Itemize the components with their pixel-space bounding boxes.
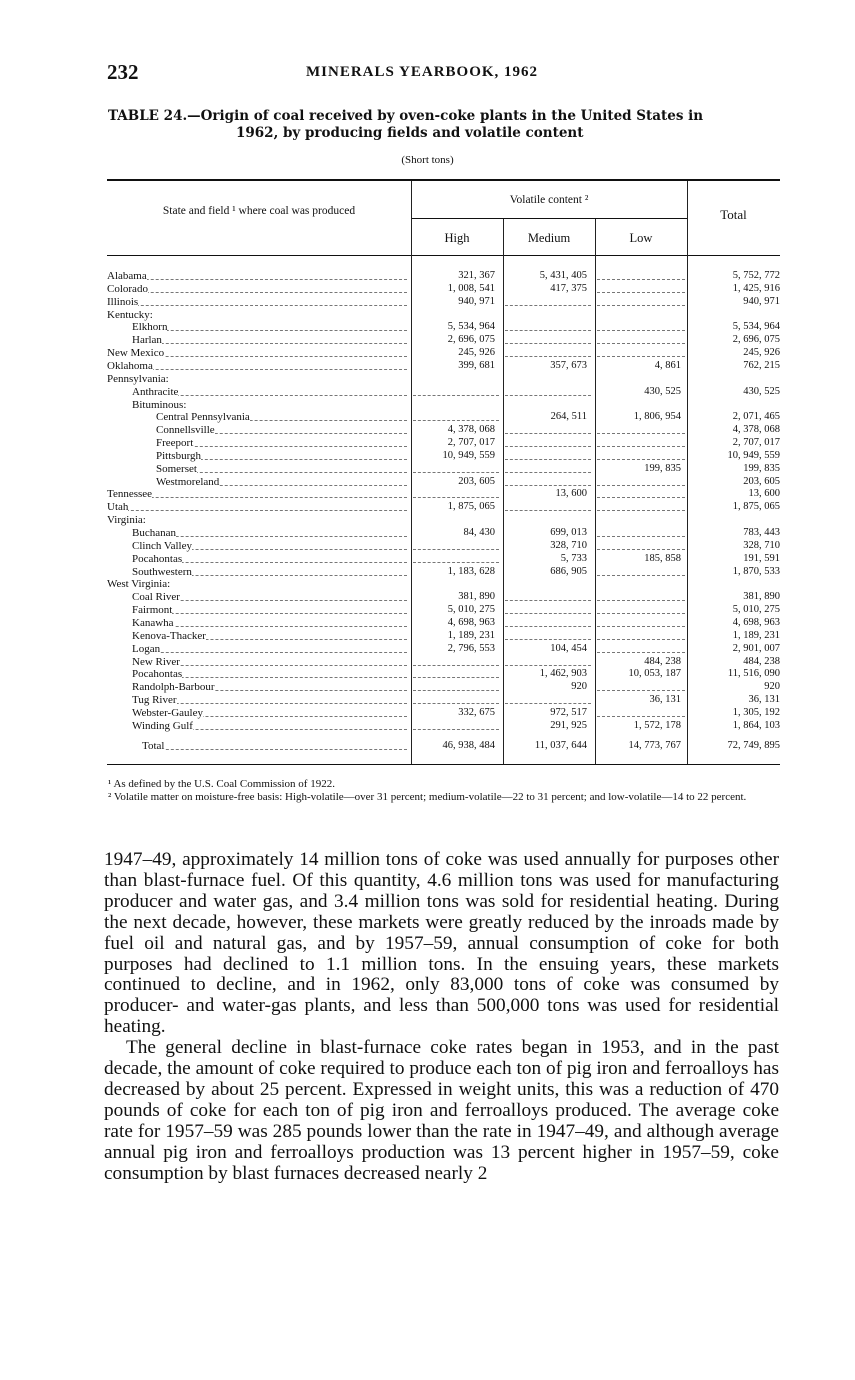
row-label: Connellsville xyxy=(156,424,215,437)
empty-cell-low xyxy=(597,536,685,537)
leader-dots xyxy=(111,510,407,511)
row-stub xyxy=(107,643,407,655)
row-stub xyxy=(107,501,407,513)
row-stub xyxy=(107,514,407,526)
col-divider-low xyxy=(687,181,688,764)
row-stub xyxy=(107,694,407,706)
row-label: New River xyxy=(132,655,180,668)
empty-cell-low xyxy=(597,510,685,511)
cell-medium: 104, 454 xyxy=(550,642,587,654)
row-stub xyxy=(107,527,407,539)
row-stub xyxy=(107,283,407,295)
row-stub xyxy=(107,681,407,693)
leader-dots xyxy=(136,343,407,344)
row-stub xyxy=(107,707,407,719)
table-title xyxy=(108,108,783,142)
leader-dots xyxy=(136,536,407,537)
cell-high: 1, 189, 231 xyxy=(447,629,495,641)
empty-cell-high xyxy=(413,549,499,550)
empty-cell-low xyxy=(597,626,685,627)
empty-cell-low xyxy=(597,485,685,486)
running-title: MINERALS YEARBOOK, 1962 xyxy=(306,64,539,80)
cell-high: 4, 378, 068 xyxy=(447,424,495,436)
row-stub xyxy=(107,656,407,668)
empty-cell-medium xyxy=(505,330,591,331)
cell-medium: 328, 710 xyxy=(550,539,587,551)
row-label: Kenova-Thacker xyxy=(132,629,206,642)
empty-cell-high xyxy=(413,690,499,691)
paragraph-1: 1947–49, approximately 14 million tons of coke was used annually for purposes other than blast-furnace fuel. Of this quantity, 4.6 million tons was used for manufacturing producer and water gas, and 3.4 million tons was sold for residential heating. During the next decade, however, these markets were greatly reduced by the inroads made by fuel oil and natural gas, and by 1957–59, annual consumption of coke for both purposes had declined to 1.1 million tons. In the ensuing years, these markets continued to decline, and in 1962, only 83,000 tons of coke was consumed by producer- and water-gas plants, and less than 500,000 tons was used for residential heating. xyxy=(104,849,779,1038)
cell-high: 1, 183, 628 xyxy=(447,565,495,577)
row-stub xyxy=(107,668,407,680)
empty-cell-high xyxy=(413,703,499,704)
cell-total: 10, 949, 559 xyxy=(727,449,780,461)
row-label: Westmoreland xyxy=(156,475,220,488)
cell-high: 5, 010, 275 xyxy=(447,604,495,616)
row-label: Fairmont xyxy=(132,604,173,617)
row-stub xyxy=(107,566,407,578)
cell-high: 2, 796, 553 xyxy=(447,642,495,654)
row-label: Oklahoma xyxy=(107,359,153,372)
row-label: West Virginia: xyxy=(107,578,171,591)
empty-cell-medium xyxy=(505,343,591,344)
empty-cell-low xyxy=(597,716,685,717)
empty-cell-low xyxy=(597,292,685,293)
col-divider-medium xyxy=(595,219,596,764)
row-label: Total xyxy=(142,740,165,752)
empty-cell-medium xyxy=(505,446,591,447)
row-label: New Mexico xyxy=(107,347,165,360)
row-label: Alabama xyxy=(107,270,147,282)
empty-cell-high xyxy=(413,729,499,730)
row-label: Freeport xyxy=(156,437,194,450)
empty-cell-high xyxy=(413,665,499,666)
row-stub xyxy=(107,347,407,359)
cell-total: 1, 425, 916 xyxy=(732,282,780,294)
cell-total: 430, 525 xyxy=(743,385,780,397)
cell-high: 321, 367 xyxy=(458,270,495,281)
empty-cell-low xyxy=(597,356,685,357)
row-stub xyxy=(107,450,407,462)
row-label: Anthracite xyxy=(132,385,179,398)
row-stub xyxy=(107,476,407,488)
row-stub xyxy=(107,321,407,333)
cell-low: 10, 053, 187 xyxy=(628,668,681,680)
cell-medium: 357, 673 xyxy=(550,359,587,371)
cell-medium: 972, 517 xyxy=(550,706,587,718)
cell-total: 2, 071, 465 xyxy=(732,411,780,423)
empty-cell-medium xyxy=(505,600,591,601)
cell-total: 940, 971 xyxy=(743,295,780,307)
row-label: Pocahontas xyxy=(132,552,183,565)
cell-total: 72, 749, 895 xyxy=(727,740,780,751)
empty-cell-low xyxy=(597,613,685,614)
cell-total: 1, 864, 103 xyxy=(732,719,780,731)
empty-cell-medium xyxy=(505,433,591,434)
cell-low: 36, 131 xyxy=(649,694,681,706)
empty-cell-low xyxy=(597,433,685,434)
leader-dots xyxy=(111,369,407,370)
row-stub xyxy=(107,553,407,565)
empty-cell-low xyxy=(597,343,685,344)
cell-medium: 264, 511 xyxy=(550,411,587,423)
leader-dots xyxy=(146,749,407,750)
empty-cell-medium xyxy=(505,485,591,486)
empty-cell-low xyxy=(597,600,685,601)
leader-dots xyxy=(136,330,407,331)
cell-medium: 5, 733 xyxy=(560,552,587,564)
cell-total: 1, 305, 192 xyxy=(732,706,780,718)
row-stub xyxy=(107,399,407,411)
leader-dots xyxy=(111,279,407,280)
col-divider-high xyxy=(503,219,504,764)
empty-cell-medium xyxy=(505,459,591,460)
row-stub xyxy=(107,373,407,385)
cell-total: 245, 926 xyxy=(743,347,780,359)
row-stub xyxy=(107,360,407,372)
leader-dots xyxy=(136,652,407,653)
cell-high: 381, 890 xyxy=(458,591,495,603)
row-label: Colorado xyxy=(107,282,148,295)
leader-dots xyxy=(136,626,407,627)
row-label: Logan xyxy=(132,642,161,655)
leader-dots xyxy=(136,613,407,614)
cell-low: 14, 773, 767 xyxy=(628,740,681,751)
empty-cell-low xyxy=(597,639,685,640)
row-stub xyxy=(107,437,407,449)
empty-cell-medium xyxy=(505,639,591,640)
cell-medium: 13, 600 xyxy=(555,488,587,500)
table-title-line-1: TABLE 24.—Origin of coal received by oven-coke plants in the United States in xyxy=(108,108,704,124)
empty-cell-medium xyxy=(505,395,591,396)
empty-cell-medium xyxy=(505,305,591,306)
cell-high: 1, 875, 065 xyxy=(447,501,495,513)
cell-total: 5, 010, 275 xyxy=(732,604,780,616)
row-stub xyxy=(107,463,407,475)
table-units: (Short tons) xyxy=(401,154,454,166)
cell-total: 36, 131 xyxy=(748,694,780,706)
row-label: Pennsylvania: xyxy=(107,372,169,385)
cell-total: 1, 875, 065 xyxy=(732,501,780,513)
cell-total: 328, 710 xyxy=(743,539,780,551)
row-label: Webster-Gauley xyxy=(132,706,203,719)
row-stub xyxy=(107,386,407,398)
empty-cell-low xyxy=(597,459,685,460)
empty-cell-medium xyxy=(505,626,591,627)
row-stub xyxy=(107,720,407,732)
row-stub xyxy=(107,630,407,642)
row-label: Illinois xyxy=(107,295,139,308)
empty-cell-low xyxy=(597,690,685,691)
cell-medium: 5, 431, 405 xyxy=(539,270,587,281)
cell-total: 4, 698, 963 xyxy=(732,616,780,628)
row-stub xyxy=(107,617,407,629)
cell-high: 332, 675 xyxy=(458,706,495,718)
row-label: Kentucky: xyxy=(107,308,153,321)
cell-total: 1, 189, 231 xyxy=(732,629,780,641)
volatile-subrule xyxy=(411,218,687,219)
row-label: Winding Gulf xyxy=(132,719,193,732)
row-label: Tug River xyxy=(132,694,177,707)
cell-high: 5, 534, 964 xyxy=(447,321,495,333)
cell-total: 381, 890 xyxy=(743,591,780,603)
cell-low: 1, 572, 178 xyxy=(633,719,681,731)
row-label: Southwestern xyxy=(132,565,192,578)
row-label: Clinch Valley xyxy=(132,539,192,552)
cell-high: 84, 430 xyxy=(463,527,495,538)
row-label: Randolph-Barbour xyxy=(132,681,215,694)
header-bottom-rule xyxy=(107,255,780,256)
header-volatile: Volatile content ² xyxy=(509,194,589,206)
row-label: Central Pennsylvania xyxy=(156,411,250,424)
empty-cell-low xyxy=(597,330,685,331)
empty-cell-high xyxy=(413,562,499,563)
cell-total: 2, 901, 007 xyxy=(732,642,780,654)
empty-cell-medium xyxy=(505,356,591,357)
row-stub xyxy=(107,488,407,500)
cell-high: 399, 681 xyxy=(458,359,495,371)
cell-low: 484, 238 xyxy=(644,655,681,667)
page-number: 232 xyxy=(107,60,139,84)
empty-cell-low xyxy=(597,305,685,306)
leader-dots xyxy=(160,472,407,473)
empty-cell-high xyxy=(413,472,499,473)
empty-cell-medium xyxy=(505,472,591,473)
cell-low: 430, 525 xyxy=(644,385,681,397)
empty-cell-high xyxy=(413,420,499,421)
row-stub xyxy=(107,591,407,603)
cell-high: 940, 971 xyxy=(458,295,495,307)
cell-high: 4, 698, 963 xyxy=(447,616,495,628)
cell-medium: 291, 925 xyxy=(550,719,587,731)
header-high: High xyxy=(444,231,470,245)
table-title-line-2: 1962, by producing fields and volatile content xyxy=(236,125,584,141)
col-divider-stub xyxy=(411,181,412,764)
empty-cell-low xyxy=(597,575,685,576)
leader-dots xyxy=(111,292,407,293)
cell-high: 46, 938, 484 xyxy=(442,740,495,751)
cell-total: 5, 752, 772 xyxy=(732,270,780,281)
empty-cell-medium xyxy=(505,703,591,704)
cell-total: 5, 534, 964 xyxy=(732,321,780,333)
cell-medium: 417, 375 xyxy=(550,282,587,294)
cell-total: 1, 870, 533 xyxy=(732,565,780,577)
cell-total: 13, 600 xyxy=(748,488,780,500)
cell-high: 1, 008, 541 xyxy=(447,282,495,294)
empty-cell-medium xyxy=(505,613,591,614)
header-low: Low xyxy=(629,231,653,245)
leader-dots xyxy=(111,305,407,306)
empty-cell-low xyxy=(597,497,685,498)
row-stub xyxy=(107,270,407,282)
cell-high: 245, 926 xyxy=(458,347,495,359)
row-stub xyxy=(107,309,407,321)
empty-cell-medium xyxy=(505,510,591,511)
paragraph-2: The general decline in blast-furnace coke rates began in 1953, and in the past decade, the amount of coke required to produce each ton of pig iron and ferroalloys has decreased by about 25 percent. Expressed in weight units, this was a reduction of 470 pounds of coke for each ton of pig iron and ferroalloys produced. The average coke rate for 1957–59 was 285 pounds lower than the rate in 1947–49, and although average annual pig iron and ferroalloys production was 13 percent higher in 1957–59, coke consumption by blast furnaces decreased nearly 2 xyxy=(104,1037,779,1184)
row-label: Pocahontas xyxy=(132,668,183,681)
cell-medium: 699, 013 xyxy=(550,527,587,538)
empty-cell-high xyxy=(413,497,499,498)
cell-medium: 920 xyxy=(571,681,587,693)
footnote-1: ¹ As defined by the U.S. Coal Commission of 1922. xyxy=(108,778,335,790)
row-stub xyxy=(107,540,407,552)
cell-medium: 686, 905 xyxy=(550,565,587,577)
cell-low: 1, 806, 954 xyxy=(633,411,681,423)
row-stub xyxy=(107,424,407,436)
empty-cell-high xyxy=(413,677,499,678)
cell-low: 185, 858 xyxy=(644,552,681,564)
leader-dots xyxy=(160,446,407,447)
empty-cell-low xyxy=(597,549,685,550)
cell-low: 4, 861 xyxy=(654,359,681,371)
row-stub xyxy=(107,740,407,752)
header-medium: Medium xyxy=(527,231,571,245)
header-total: Total xyxy=(720,207,747,222)
cell-total: 2, 707, 017 xyxy=(732,437,780,449)
cell-total: 11, 516, 090 xyxy=(727,668,780,680)
cell-medium: 11, 037, 644 xyxy=(534,740,587,751)
cell-total: 4, 378, 068 xyxy=(732,424,780,436)
cell-high: 203, 605 xyxy=(458,475,495,487)
table-bottom-rule xyxy=(107,764,780,765)
cell-total: 783, 443 xyxy=(743,527,780,538)
row-label: Pittsburgh xyxy=(156,449,202,462)
row-stub xyxy=(107,334,407,346)
empty-cell-low xyxy=(597,446,685,447)
row-label: Tennessee xyxy=(107,488,153,501)
table-top-rule xyxy=(107,179,780,181)
footnote-2: ² Volatile matter on moisture-free basis: High-volatile—over 31 percent; medium-volatile—22 to 31 percent; and low-volatile—14 to 22 percent. xyxy=(108,791,747,803)
cell-total: 2, 696, 075 xyxy=(732,334,780,346)
cell-low: 199, 835 xyxy=(644,462,681,474)
row-stub xyxy=(107,296,407,308)
cell-total: 203, 605 xyxy=(743,475,780,487)
row-label: Coal River xyxy=(132,591,180,604)
cell-total: 199, 835 xyxy=(743,462,780,474)
row-stub xyxy=(107,578,407,590)
empty-cell-medium xyxy=(505,665,591,666)
empty-cell-low xyxy=(597,279,685,280)
cell-total: 762, 215 xyxy=(743,359,780,371)
row-label: Harlan xyxy=(132,334,162,347)
leader-dots xyxy=(111,497,407,498)
row-label: Buchanan xyxy=(132,527,176,539)
row-label: Virginia: xyxy=(107,514,146,527)
cell-high: 10, 949, 559 xyxy=(442,449,495,461)
row-label: Utah xyxy=(107,501,129,514)
cell-total: 191, 591 xyxy=(743,552,780,564)
cell-total: 484, 238 xyxy=(743,655,780,667)
row-stub xyxy=(107,604,407,616)
header-stub: State and field ¹ where coal was produced xyxy=(162,205,356,217)
empty-cell-low xyxy=(597,652,685,653)
row-label: Somerset xyxy=(156,462,197,475)
empty-cell-high xyxy=(413,395,499,396)
cell-high: 2, 696, 075 xyxy=(447,334,495,346)
cell-high: 2, 707, 017 xyxy=(447,437,495,449)
row-label: Elkhorn xyxy=(132,321,168,334)
row-label: Kanawha xyxy=(132,616,174,629)
body-text xyxy=(104,850,779,1185)
cell-total: 920 xyxy=(764,681,780,693)
cell-medium: 1, 462, 903 xyxy=(539,668,587,680)
row-label: Bituminous: xyxy=(132,398,187,411)
row-stub xyxy=(107,411,407,423)
